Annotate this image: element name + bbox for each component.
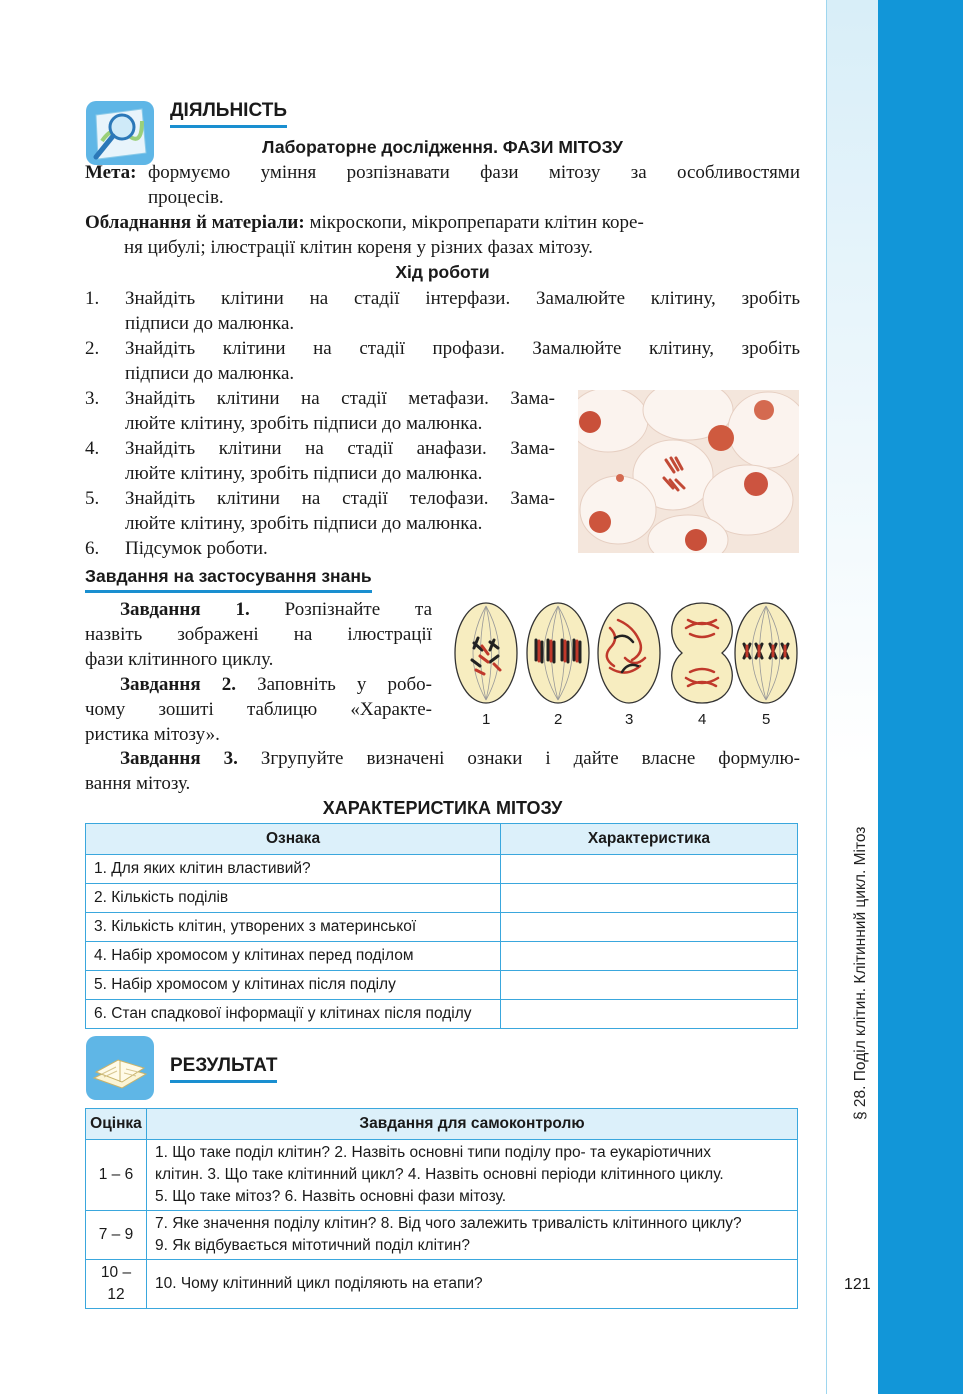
step-text: Знайдіть клітини на стадії телофази. Зама- xyxy=(125,488,555,509)
table-row xyxy=(86,1000,798,1029)
table-cell: 2. Кількість поділів xyxy=(86,884,501,913)
running-head: § 28. Поділ клітин. Клітинний цикл. Мітоз xyxy=(852,826,869,1120)
table-row xyxy=(86,1211,798,1260)
step-number: 6. xyxy=(85,538,100,559)
empty-cell xyxy=(501,971,798,1000)
goal-text-line2: процесів. xyxy=(148,187,224,208)
mitosis-table xyxy=(85,823,798,1029)
task1-line3: фази клітинного циклу. xyxy=(85,649,274,670)
table-row xyxy=(86,942,798,971)
mitosis-table-header: Ознака xyxy=(86,824,501,855)
figure-label-3: 3 xyxy=(625,711,634,728)
table-cell: 3. Кількість клітин, утворених з материнської xyxy=(86,913,501,942)
task3-line1: Завдання 3. Згрупуйте визначені ознаки і дайте власне формулю- xyxy=(120,748,800,769)
grade-cell: 10 – 12 xyxy=(86,1260,147,1309)
task3-line2: вання мітозу. xyxy=(85,773,191,794)
empty-cell xyxy=(501,884,798,913)
equipment-text: мікроскопи, мікропрепарати клітин коре- xyxy=(309,212,644,233)
self-check-table xyxy=(85,1108,798,1309)
step-text: Знайдіть клітини на стадії метафази. Зама- xyxy=(125,388,555,409)
figure-label-1: 1 xyxy=(482,711,491,728)
self-check-header: Оцінка xyxy=(86,1109,147,1140)
grade-cell: 7 – 9 xyxy=(86,1211,147,1260)
mitosis-table-title: ХАРАКТЕРИСТИКА МІТОЗУ xyxy=(322,798,563,818)
table-row xyxy=(86,1260,798,1309)
task1-line2: назвіть зображені на ілюстрації xyxy=(85,624,432,645)
table-row xyxy=(86,1140,798,1211)
task2-line3: ристика мітозу». xyxy=(85,724,220,745)
activity-heading: ДІЯЛЬНІСТЬ xyxy=(170,100,287,128)
table-row xyxy=(86,855,798,884)
step-text: підписи до малюнка. xyxy=(125,313,295,334)
grade-cell: 1 – 6 xyxy=(86,1140,147,1211)
task2-line2: чому зошиті таблицю «Характе- xyxy=(85,699,432,720)
empty-cell xyxy=(501,942,798,971)
step-text: люйте клітину, зробіть підписи до малюнка. xyxy=(125,463,483,484)
questions-cell: 10. Чому клітинний цикл поділяють на етапи? xyxy=(147,1260,798,1309)
sidebar-blue-strip xyxy=(878,0,963,1394)
step-number: 2. xyxy=(85,338,100,359)
empty-cell xyxy=(501,855,798,884)
task2-label: Завдання 2. xyxy=(120,674,236,695)
empty-cell xyxy=(501,1000,798,1029)
figure-label-5: 5 xyxy=(762,711,771,728)
self-check-header: Завдання для самоконтролю xyxy=(147,1109,798,1140)
step-text: Знайдіть клітини на стадії анафази. Зама- xyxy=(125,438,555,459)
table-cell: 1. Для яких клітин властивий? xyxy=(86,855,501,884)
goal-label: Мета: xyxy=(85,162,137,183)
step-text: люйте клітину, зробіть підписи до малюнка. xyxy=(125,413,483,434)
micrograph-image xyxy=(578,390,799,553)
sidebar-light-strip xyxy=(826,0,880,1394)
equipment-label: Обладнання й матеріали: xyxy=(85,212,305,233)
page-number: 121 xyxy=(844,1276,871,1293)
table-row xyxy=(86,884,798,913)
task1-line1: Завдання 1. Розпізнайте та xyxy=(120,599,433,620)
questions-cell: 7. Яке значення поділу клітин? 8. Від чого залежить тривалість клітинного циклу? 9. Як відбувається мітотичний поділ клітин? xyxy=(147,1211,798,1260)
empty-cell xyxy=(501,913,798,942)
table-row xyxy=(86,913,798,942)
table-row xyxy=(86,971,798,1000)
open-book-icon xyxy=(86,1036,154,1100)
table-cell: 4. Набір хромосом у клітинах перед поділом xyxy=(86,942,501,971)
step-number: 3. xyxy=(85,388,100,409)
step-number: 1. xyxy=(85,288,100,309)
step-text: підписи до малюнка. xyxy=(125,363,295,384)
step-number: 4. xyxy=(85,438,100,459)
procedure-title: Хід роботи xyxy=(395,262,490,282)
table-cell: 5. Набір хромосом у клітинах після поділу xyxy=(86,971,501,1000)
result-heading: РЕЗУЛЬТАТ xyxy=(170,1055,277,1083)
step-number: 5. xyxy=(85,488,100,509)
equipment-line2: ня цибулі; ілюстрації клітин кореня у різних фазах мітозу. xyxy=(124,237,593,258)
table-cell: 6. Стан спадкової інформації у клітинах після поділу xyxy=(86,1000,501,1029)
step-text: Знайдіть клітини на стадії інтерфази. Замалюйте клітину, зробіть xyxy=(125,288,800,309)
figure-label-4: 4 xyxy=(698,711,707,728)
application-heading: Завдання на застосування знань xyxy=(85,566,372,593)
step-text: люйте клітину, зробіть підписи до малюнка. xyxy=(125,513,483,534)
equipment-line1 xyxy=(85,210,800,235)
task3-label: Завдання 3. xyxy=(120,748,238,769)
task2-line1: Завдання 2. Заповніть у робо- xyxy=(120,674,433,695)
goal-text-line1: формуємо уміння розпізнавати фази мітозу за особливостями xyxy=(148,162,800,183)
lab-title: Лабораторне дослідження. ФАЗИ МІТОЗУ xyxy=(262,137,623,157)
mitosis-table-header: Характеристика xyxy=(501,824,798,855)
step-text: Знайдіть клітини на стадії профази. Замалюйте клітину, зробіть xyxy=(125,338,800,359)
task1-label: Завдання 1. xyxy=(120,599,250,620)
questions-cell: 1. Що таке поділ клітин? 2. Назвіть основні типи поділу про- та еукаріотичних клітин. 3. Що таке клітинний цикл? 4. Назвіть основні періоди клітинного циклу. 5. Що таке мітоз? 6. Назвіть основні фази мітозу. xyxy=(147,1140,798,1211)
step-text: Підсумок роботи. xyxy=(125,538,268,559)
figure-label-2: 2 xyxy=(554,711,563,728)
